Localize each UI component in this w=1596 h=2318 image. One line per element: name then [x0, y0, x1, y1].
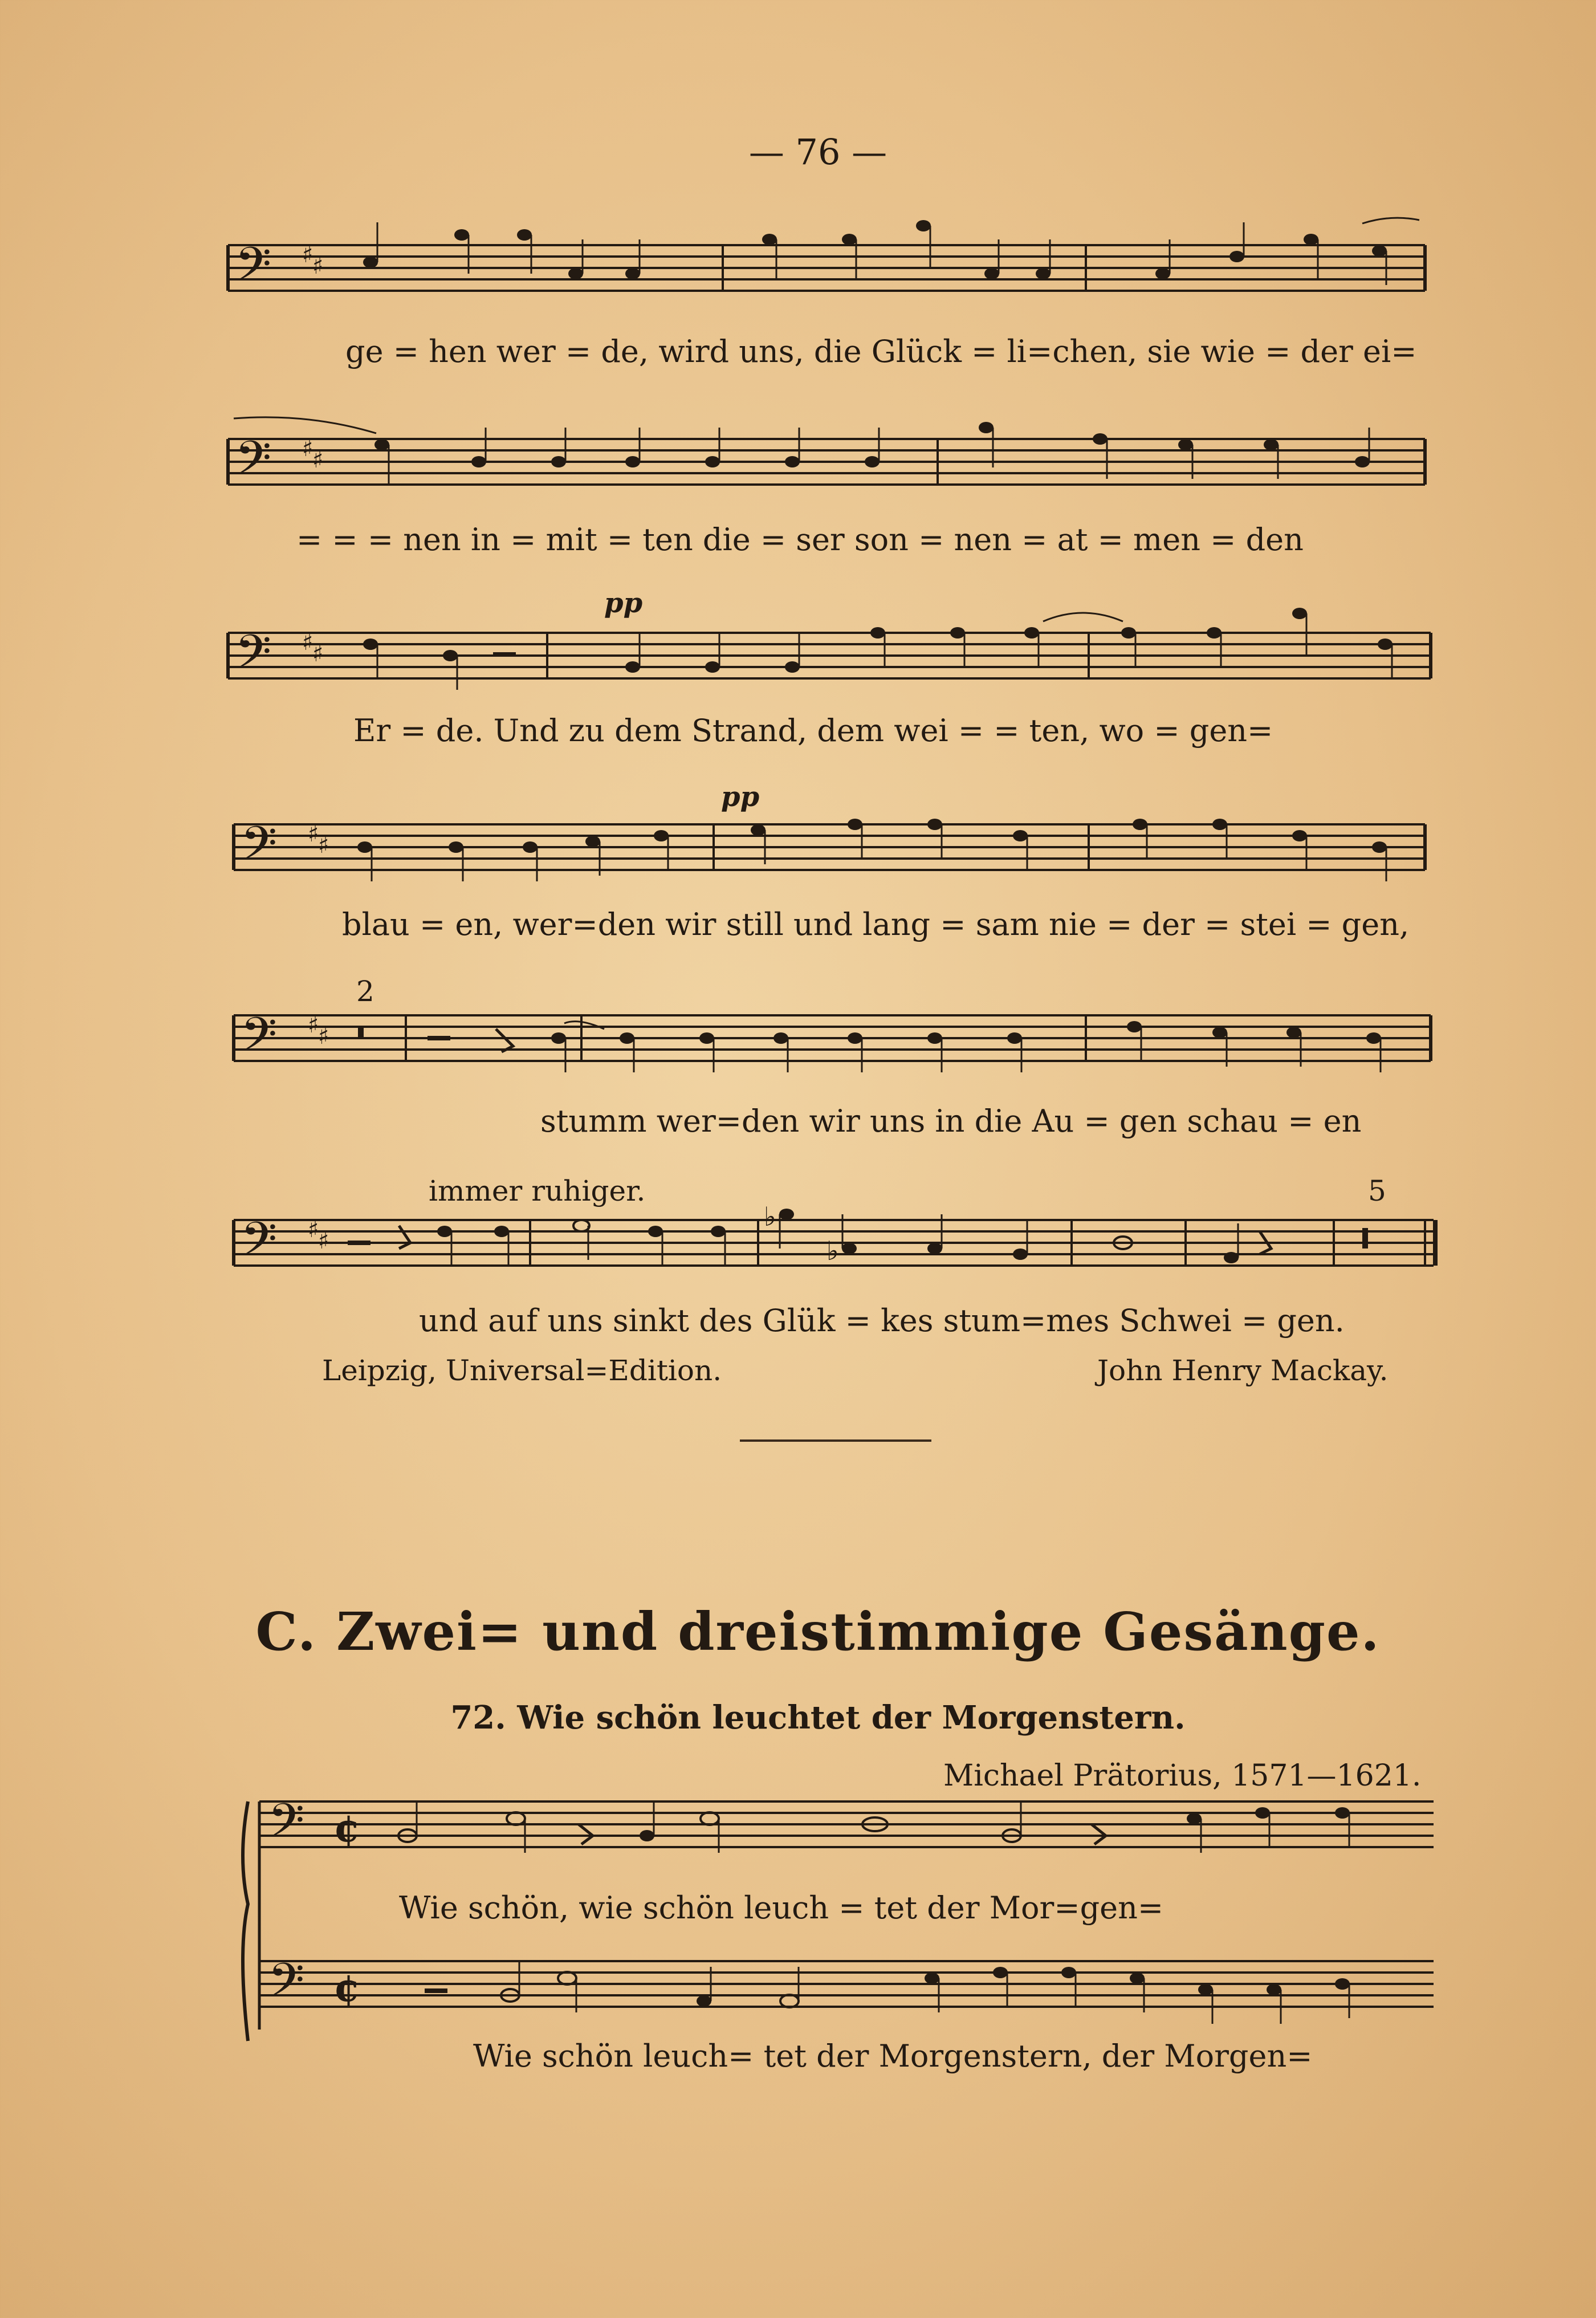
svg-text:𝄢: 𝄢 [241, 1007, 278, 1073]
dynamic-pp-2: pp [721, 781, 760, 813]
staff-6-notation [228, 1203, 1442, 1306]
svg-text:𝄢: 𝄢 [241, 816, 278, 883]
staff-5-lyrics: stumm wer=den wir uns in die Au = gen schau = en [540, 1103, 1362, 1139]
svg-text:♯: ♯ [302, 242, 314, 268]
staff-1-notation [222, 217, 1431, 319]
section-title: C. Zwei= und dreistimmige Gesänge. [255, 1601, 1381, 1662]
staff-4-notation [228, 804, 1431, 906]
lower-voice-lyrics: Wie schön leuch= tet der Morgenstern, der Morgen= [473, 2038, 1313, 2074]
music-staff-5 [228, 1006, 1436, 1109]
svg-text:♭: ♭ [764, 1201, 776, 1232]
svg-text:𝄢: 𝄢 [235, 430, 272, 497]
song-title: 72. Wie schön leuchtet der Morgenstern. [450, 1699, 1186, 1737]
staff-1-lyrics: ge = hen wer = de, wird uns, die Glück = li=chen, sie wie = der ei= [345, 334, 1417, 369]
publisher-source: Leipzig, Universal=Edition. [322, 1354, 722, 1387]
page-number: — 76 — [748, 131, 887, 173]
svg-text:𝄢: 𝄢 [268, 1953, 305, 2019]
music-staff-1 [222, 217, 1431, 319]
staff-6-lyrics: und auf uns sinkt des Glük = kes stum=mes Schwei = gen. [419, 1303, 1345, 1339]
svg-text:𝄢: 𝄢 [241, 1211, 278, 1278]
lyricist-name: John Henry Mackay. [1097, 1354, 1389, 1387]
measure-number-2: 2 [356, 975, 374, 1008]
svg-text:♯: ♯ [312, 641, 324, 667]
svg-text:♯: ♯ [312, 253, 324, 279]
svg-text:𝄢: 𝄢 [235, 237, 272, 303]
music-staff-4 [228, 804, 1431, 906]
svg-text:♯: ♯ [302, 436, 314, 462]
svg-text:♯: ♯ [318, 832, 329, 859]
measure-number-5: 5 [1368, 1174, 1386, 1207]
svg-text:♭: ♭ [826, 1235, 839, 1266]
svg-text:¢: ¢ [333, 1965, 361, 2011]
staff-2-lyrics: = = = nen in = mit = ten die = ser son = nen = at = men = den [296, 522, 1304, 558]
svg-text:♯: ♯ [318, 1023, 329, 1050]
upper-voice-lyrics: Wie schön, wie schön leuch = tet der Mor=gen= [399, 1890, 1164, 1926]
staff-4-lyrics: blau = en, wer=den wir still und lang = sam nie = der = stei = gen, [342, 906, 1410, 942]
svg-text:𝄢: 𝄢 [268, 1793, 305, 1860]
music-staff-3 [222, 604, 1436, 707]
staff-5-notation [228, 1006, 1436, 1109]
svg-text:♯: ♯ [302, 629, 314, 656]
tempo-marking: immer ruhiger. [429, 1174, 646, 1207]
svg-text:♯: ♯ [308, 1012, 319, 1038]
music-staff-6 [228, 1203, 1442, 1306]
svg-text:¢: ¢ [333, 1805, 361, 1851]
svg-text:𝄢: 𝄢 [235, 624, 272, 691]
dynamic-pp-1: pp [604, 587, 643, 619]
music-staff-2 [222, 416, 1431, 519]
staff-3-notation [222, 604, 1436, 707]
svg-text:♯: ♯ [308, 1217, 319, 1243]
separator-rule [740, 1439, 931, 1442]
staff-2-notation [222, 416, 1431, 519]
svg-text:♯: ♯ [308, 821, 319, 847]
composer-credit: Michael Prätorius, 1571—1621. [943, 1759, 1422, 1793]
svg-text:♯: ♯ [312, 447, 324, 473]
staff-3-lyrics: Er = de. Und zu dem Strand, dem wei = = ten, wo = gen= [353, 713, 1273, 749]
svg-text:♯: ♯ [318, 1228, 329, 1254]
